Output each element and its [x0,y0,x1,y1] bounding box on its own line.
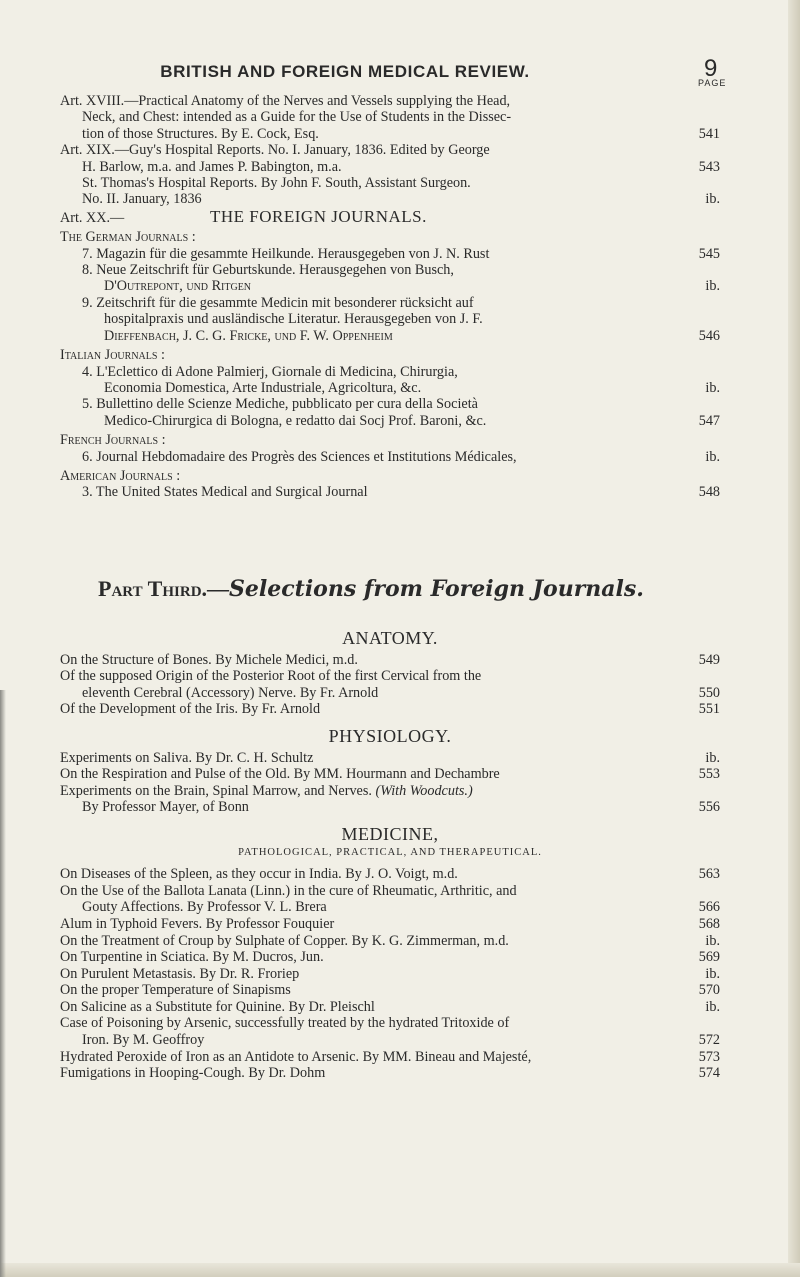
german-item: 8. Neue Zeitschrift für Geburtskunde. Herausgegehen von Busch, D'Outrepont, und Ritgen ib. [82,262,720,295]
page-ref: 541 [698,125,720,142]
list-item: Fumigations in Hooping-Cough. By Dr. Dohm 574 [60,1065,720,1082]
article-18: Art. XVIII.—Practical Anatomy of the Nerves and Vessels supplying the Head, Neck, and Chest: intended as a Guide for the Use of Students in the Dissec- tion of those Structures. By E. Cock, Esq. 541 [60,93,720,142]
list-item: On the Use of the Ballota Lanata (Linn.) in the cure of Rheumatic, Arthritic, and Gouty Affections. By Professor V. L. Brera 566 [60,882,720,916]
medicine-heading: MEDICINE, [341,823,439,844]
running-head: BRITISH AND FOREIGN MEDICAL REVIEW. [160,62,530,81]
list-item: Case of Poisoning by Arsenic, successfully treated by the hydrated Tritoxide of Iron. By M. Geoffroy 572 [60,1015,720,1049]
list-item: Hydrated Peroxide of Iron as an Antidote to Arsenic. By MM. Bineau and Majesté, 573 [60,1048,720,1065]
medicine-subheading: PATHOLOGICAL, PRACTICAL, AND THERAPEUTICAL. [238,846,542,858]
part-third-heading: Part Third.—Selections from Foreign Journals. [98,576,644,602]
list-item: Experiments on the Brain, Spinal Marrow, and Nerves. (With Woodcuts.) By Professor Mayer, of Bonn 556 [60,782,720,816]
list-item: On Turpentine in Sciatica. By M. Ducros, Jun. 569 [60,949,720,966]
list-item: On Salicine as a Substitute for Quinine. By Dr. Pleischl ib. [60,998,720,1015]
italian-journals-heading: Italian Journals : [60,347,165,364]
page-ref: 543 [698,158,720,175]
italian-item: 4. L'Eclettico di Adone Palmierj, Giornale di Medicina, Chirurgia, Economia Domestica, Arte Industriale, Agricoltura, &c. ib. [82,363,720,396]
french-item: 6. Journal Hebdomadaire des Progrès des Sciences et Institutions Médicales, ib. [82,448,720,465]
german-item: 7. Magazin für die gesammte Heilkunde. Herausgegeben von J. N. Rust 545 [82,245,720,262]
page-edge-bottom [0,1263,800,1277]
list-item: On the Treatment of Croup by Sulphate of Copper. By K. G. Zimmerman, m.d. ib. [60,932,720,949]
contents-lower [60,620,720,1082]
anatomy-heading: ANATOMY. [342,628,438,648]
list-item: Of the supposed Origin of the Posterior Root of the first Cervical from the eleventh Cerebral (Accessory) Nerve. By Fr. Arnold 550 [60,668,720,701]
list-item: Experiments on Saliva. By Dr. C. H. Schultz ib. [60,749,720,766]
list-item: On the Structure of Bones. By Michele Medici, m.d. 549 [60,651,720,668]
list-item: On the Respiration and Pulse of the Old. By MM. Hourmann and Dechambre 553 [60,766,720,783]
german-item: 9. Zeitschrift für die gesammte Medicin mit besonderer rücksicht auf hospitalpraxis und ausländische Literatur. Herausgegeben von J. F. Dieffenbach, J. C. G. Fricke, und F. W. Oppenheim 546 [82,294,720,344]
list-item: On Diseases of the Spleen, as they occur in India. By J. O. Voigt, m.d. 563 [60,866,720,883]
contents-upper [60,93,720,501]
italian-item: 5. Bullettino delle Scienze Mediche, pubblicato per cura della Società Medico-Chirurgica di Bologna, e redatto dai Socj Prof. Baroni, &c. 547 [82,396,720,429]
american-journals-heading: American Journals : [60,467,181,484]
list-item: Of the Development of the Iris. By Fr. Arnold 551 [60,701,720,718]
list-item: On the proper Temperature of Sinapisms 570 [60,982,720,999]
french-journals-heading: French Journals : [60,432,166,449]
section-title: THE FOREIGN JOURNALS. [210,206,427,226]
german-journals-heading: The German Journals : [60,229,196,246]
article-20: Art. XX.— THE FOREIGN JOURNALS. [60,206,427,226]
page-edge-right [788,0,800,1277]
article-19: Art. XIX.—Guy's Hospital Reports. No. I. January, 1836. Edited by George H. Barlow, m.a. and James P. Babington, m.a. 543 St. Thomas's Hospital Reports. By John F. South, Assistant Surgeon. No. II. January, 1836 ib. [60,142,720,208]
list-item: Alum in Typhoid Fevers. By Professor Fouquier 568 [60,915,720,932]
list-item: On Purulent Metastasis. By Dr. R. Froriep ib. [60,965,720,982]
physiology-heading: PHYSIOLOGY. [328,725,452,746]
page-number: 9 [704,55,718,82]
page-ref: ib. [705,191,720,208]
page-column-label: PAGE [698,78,727,88]
american-item: 3. The United States Medical and Surgical Journal 548 [82,484,720,501]
binding-shadow [0,690,6,1277]
